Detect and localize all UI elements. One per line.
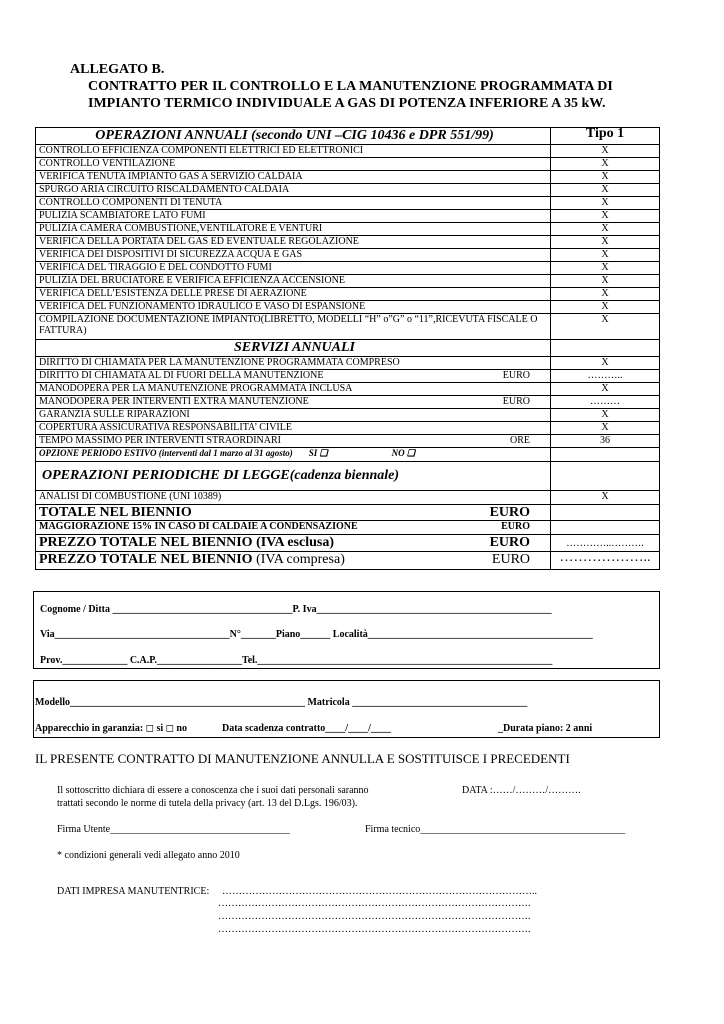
table-row [36,184,660,197]
operation-mark: X [551,210,660,223]
total-biennium-value [551,505,660,521]
service-unit: EURO [502,370,531,381]
table-row [36,171,660,184]
operation-label: CONTROLLO VENTILAZIONE [36,158,551,171]
operation-mark: X [551,288,660,301]
table-row [36,223,660,236]
condensing-surcharge-unit: EURO [501,521,531,532]
table-row [36,491,660,505]
column-tipo1: Tipo 1 [551,128,660,145]
price-excl-vat-label: PREZZO TOTALE NEL BIENNIO (IVA esclusa) [39,535,334,550]
table-row [36,145,660,158]
legal-operation-label: ANALISI DI COMBUSTIONE (UNI 10389) [36,491,551,505]
operation-mark: X [551,262,660,275]
operation-mark: X [551,197,660,210]
operation-label: VERIFICA TENUTA IMPIANTO GAS A SERVIZIO CALDAIA [36,171,551,184]
table-row [36,409,660,422]
service-label-text: DIRITTO DI CHIAMATA AL DI FUORI DELLA MANUTENZIONE [39,370,324,381]
service-label [36,422,551,435]
operation-mark: X [551,184,660,197]
service-mark: X [551,409,660,422]
user-signature: Firma Utente____________________________________ [57,824,291,835]
table-row [36,197,660,210]
operation-label: VERIFICA DELLA PORTATA DEL GAS ED EVENTUALE REGOLAZIONE [36,236,551,249]
document-title-line1: CONTRATTO PER IL CONTROLLO E LA MANUTENZIONE PROGRAMMATA DI [88,79,613,94]
table-row [36,535,660,552]
operation-mark: X [551,301,660,314]
operation-mark: X [551,275,660,288]
service-mark: ……….. [551,370,660,383]
price-incl-vat-label: PREZZO TOTALE NEL BIENNIO [39,552,253,567]
operation-label: VERIFICA DEI DISPOSITIVI DI SICUREZZA ACQUA E GAS [36,249,551,262]
operation-label: VERIFICA DEL FUNZIONAMENTO IDRAULICO E VASO DI ESPANSIONE [36,301,551,314]
service-label [36,370,551,383]
operation-mark: X [551,236,660,249]
operation-label: VERIFICA DEL TIRAGGIO E DEL CONDOTTO FUMI [36,262,551,275]
price-incl-vat-value: ……………….. [551,552,660,570]
operation-label: CONTROLLO COMPONENTI DI TENUTA [36,197,551,210]
table-row [36,552,660,570]
service-label-text: TEMPO MASSIMO PER INTERVENTI STRAORDINARI [39,435,281,446]
privacy-line2: trattati secondo le norme di tutela della privacy (art. 13 del D.Lgs. 196/03). [57,798,358,809]
service-mark: ……… [551,396,660,409]
plan-duration: _Durata piano: 2 anni [498,723,593,734]
operation-label: SPURGO ARIA CIRCUITO RISCALDAMENTO CALDAIA [36,184,551,197]
price-excl-vat [36,535,551,552]
empty-cell [551,340,660,357]
services-title: SERVIZI ANNUALI [36,340,551,357]
table-row [36,301,660,314]
service-mark: X [551,422,660,435]
table-row [36,357,660,370]
condensing-surcharge-label: MAGGIORAZIONE 15% IN CASO DI CALDAIE A CONDENSAZIONE [39,521,358,532]
section-row [36,340,660,357]
condensing-surcharge [36,521,551,535]
table-row [36,370,660,383]
date-field: DATA :……/………/………. [462,785,581,796]
legal-operations-title: OPERAZIONI PERIODICHE DI LEGGE(cadenza biennale) [36,462,551,491]
company-data-label: DATI IMPRESA MANUTENTRICE: [57,886,210,897]
cancellation-notice: IL PRESENTE CONTRATTO DI MANUTENZIONE ANNULLA E SOSTITUISCE I PRECEDENTI [35,751,570,766]
operation-label: PULIZIA DEL BRUCIATORE E VERIFICA EFFICIENZA ACCENSIONE [36,275,551,288]
operation-label: COMPILAZIONE DOCUMENTAZIONE IMPIANTO(LIBRETTO, MODELLI “H” o”G” o “11”,RICEVUTA FISCALE O FATTURA) [36,314,551,340]
client-line-name: Cognome / Ditta ____________________________________P. Iva_______________________________________________ [40,604,552,615]
service-mark: 36 [551,435,660,448]
annual-operations-title: OPERAZIONI ANNUALI (secondo UNI –CIG 10436 e DPR 551/99) [36,128,551,145]
price-incl-vat-unit: EURO [491,552,531,567]
document-title-line2: IMPIANTO TERMICO INDIVIDUALE A GAS DI POTENZA INFERIORE A 35 kW. [88,96,606,111]
table-row [36,435,660,448]
table-row [36,383,660,396]
table-row [36,505,660,521]
table-row [36,158,660,171]
table-row [36,275,660,288]
price-excl-vat-value: …………..………. [551,535,660,552]
operation-label: VERIFICA DELL’ESISTENZA DELLE PRESE DI AERAZIONE [36,288,551,301]
table-row [36,262,660,275]
client-line-contact: Prov._____________ C.A.P._________________Tel.___________________________________________________________ [40,655,553,666]
total-biennium [36,505,551,521]
summer-option [36,448,551,462]
company-data-line1: ………………………………………………………………………………….. [222,886,537,897]
price-incl-vat-note: (IVA compresa) [252,552,345,567]
operation-label: CONTROLLO EFFICIENZA COMPONENTI ELETTRICI ED ELETTRONICI [36,145,551,158]
condensing-surcharge-value [551,521,660,535]
service-mark: X [551,383,660,396]
service-label [36,435,551,448]
device-warranty: Apparecchio in garanzia: ◻ si ◻ no [35,723,187,734]
empty-cell [551,448,660,462]
table-row [36,422,660,435]
table-row [36,236,660,249]
general-conditions-note: * condizioni generali vedi allegato anno 2010 [57,850,240,861]
company-data-line4: …………………………………………………………………………………. [218,924,531,935]
contract-expiry: Data scadenza contratto____/____/____ [222,723,391,734]
company-data-line2: …………………………………………………………………………………. [218,898,531,909]
service-label [36,357,551,370]
service-unit: EURO [502,396,531,407]
operation-mark: X [551,158,660,171]
service-label-text: GARANZIA SULLE RIPARAZIONI [39,409,190,420]
client-line-address: Via___________________________________N°_______Piano______ Località_____________________________________________ [40,629,593,640]
price-excl-vat-unit: EURO [489,535,531,550]
option-yes-checkbox[interactable]: SI ❑ [308,448,328,458]
service-mark: X [551,357,660,370]
table-row [36,288,660,301]
section-row [36,462,660,491]
service-unit: ORE [510,435,531,446]
table-row [36,521,660,535]
table-row [36,210,660,223]
operation-label: PULIZIA SCAMBIATORE LATO FUMI [36,210,551,223]
service-label [36,383,551,396]
device-model-line: Modello_______________________________________________ Matricola ___________________________________ [35,697,528,708]
operation-mark: X [551,171,660,184]
privacy-line1: Il sottoscritto dichiara di essere a conoscenza che i suoi dati personali saranno [57,785,369,796]
table-row [36,314,660,340]
empty-cell [551,462,660,491]
total-biennium-label: TOTALE NEL BIENNIO [39,505,192,520]
option-no-checkbox[interactable]: NO ❑ [391,448,415,458]
service-label [36,396,551,409]
technician-signature: Firma tecnico_________________________________________ [365,824,626,835]
service-label-text: DIRITTO DI CHIAMATA PER LA MANUTENZIONE PROGRAMMATA COMPRESO [39,357,400,368]
operation-mark: X [551,249,660,262]
operation-mark: X [551,314,660,340]
annex-label: ALLEGATO B. [70,62,165,77]
table-row [36,249,660,262]
operation-mark: X [551,145,660,158]
total-biennium-unit: EURO [489,505,531,520]
legal-operation-mark: X [551,491,660,505]
service-label [36,409,551,422]
company-data-line3: …………………………………………………………………………………. [218,911,531,922]
operation-mark: X [551,223,660,236]
service-label-text: MANODOPERA PER INTERVENTI EXTRA MANUTENZIONE [39,396,309,407]
service-label-text: COPERTURA ASSICURATIVA RESPONSABILITA’ CIVILE [39,422,292,433]
price-incl-vat [36,552,551,570]
service-label-text: MANODOPERA PER LA MANUTENZIONE PROGRAMMATA INCLUSA [39,383,353,394]
table-row [36,448,660,462]
operations-table [35,127,660,570]
summer-option-text: OPZIONE PERIODO ESTIVO (interventi dal 1 marzo al 31 agosto) [39,448,293,458]
operation-label: PULIZIA CAMERA COMBUSTIONE,VENTILATORE E VENTURI [36,223,551,236]
table-row [36,396,660,409]
